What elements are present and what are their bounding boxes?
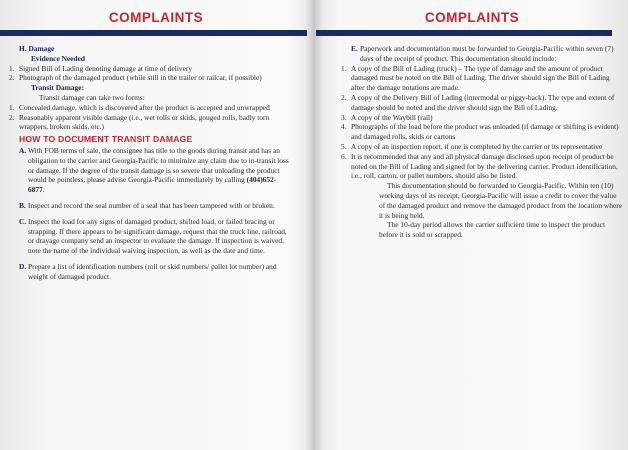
right-page-content [341,44,623,240]
how-to-document-heading: HOW TO DOCUMENT TRANSIT DAMAGE [19,134,193,145]
transit-list [9,102,291,132]
list-item: 2. Photograph of the damaged product (while still in the trailer or railcar, if possible) [9,73,262,83]
documentation-list [341,63,623,182]
list-item: 3. A copy of the Waybill (rail) [341,112,433,122]
paragraph-a: A. With FOB terms of sale, the consignee has title to the goods during transit and has an obligation to the carrier and Georgia-Pacific to minimize any claim due to in-transit loss or damage. If the degree of the transit damage is so severe that unloading the product would be pointless, please advise Georgia-Pacific immediately by calling (404)652-6877. [19,145,289,195]
transit-damage-title: Transit Damage: [31,83,85,93]
transit-intro: Transit damage can take two forms: [39,92,145,102]
forwarding-paragraph: This documentation should be forwarded to Georgia-Pacific. Within ten (10) working days of its receipt, Georgia-Pacific will issue a credit to cover the value of the damaged product and remove the damaged product from the location where it is being held. [379,181,622,220]
right-page-header: COMPLAINTS [424,10,520,25]
list-item: 4. Photographs of the load before the product was unloaded (if damage or shifting is evident) and damaged rolls, skids or cartons [341,122,619,142]
list-item: 1. Concealed damage, which is discovered after the product is accepted and unwrapped [9,102,270,112]
paragraph-d: D. Prepare a list of identification numbers (roll or skid numbers/ pallet lot number) and weight of damaged product. [19,261,277,281]
right-page [316,0,628,450]
list-item: 2. Reasonably apparent visible damage (i.e., wet rolls or skids, gouged rolls, badly torn wrappers, broken skids, etc.) [9,112,270,132]
list-item: 1. A copy of the Bill of Lading (truck) – The type of damage and the amount of product damaged must be noted on the Bill of Lading. The driver should sign the Bill of Lading after the damage notations are made. [341,63,610,93]
damage-heading [19,44,291,54]
damage-title: Damage [28,44,55,53]
list-item: 2. A copy of the Delivery Bill of Lading (intermodal or piggy-back). The type and extent of damage should be noted and the driver should sign the Bill of Lading. [341,92,615,112]
phone-number: (404)652-6877 [28,175,277,195]
paragraph-e: E. Paperwork and documentation must be forwarded to Georgia-Pacific within seven (7) days of the receipt of product. This documentation should include: [351,44,614,63]
list-item: 6. It is recommended that any and all physical damage disclosed upon receipt of product be noted on the Bill of Lading and signed for by the delivering carrier. Product identification, i.e., roll, carton, or pallet numbers, should also be listed. [341,151,618,181]
left-header-rule [0,30,307,36]
list-item: 5. A copy of an inspection report, if one is completed by the carrier or its representative [341,141,603,151]
right-header-rule [316,30,612,36]
damage-letter: H. [19,44,27,53]
left-page-header: COMPLAINTS [108,10,204,25]
left-page [0,0,312,450]
list-item: 1. Signed Bill of Lading denoting damage at time of delivery [9,63,193,73]
evidence-needed-title: Evidence Needed [31,53,85,63]
left-page-content [9,44,291,288]
paragraph-c: C. Inspect the load for any signs of damaged product, shifted load, or failed bracing or strapping. If there appears to be significant damage, request that the truck line, railroad, or drayage company send an inspector to evaluate the damage. If inspection is waived, note the name of the individual waiving inspection, as well as the date and time. [19,216,287,256]
ten-day-paragraph: The 10-day period allows the carrier sufficient time to inspect the product before it is sold or scrapped. [379,220,606,240]
paragraph-b: B. Inspect and record the seal number of a seal that has been tampered with or broken. [19,200,275,210]
evidence-list [9,63,291,84]
